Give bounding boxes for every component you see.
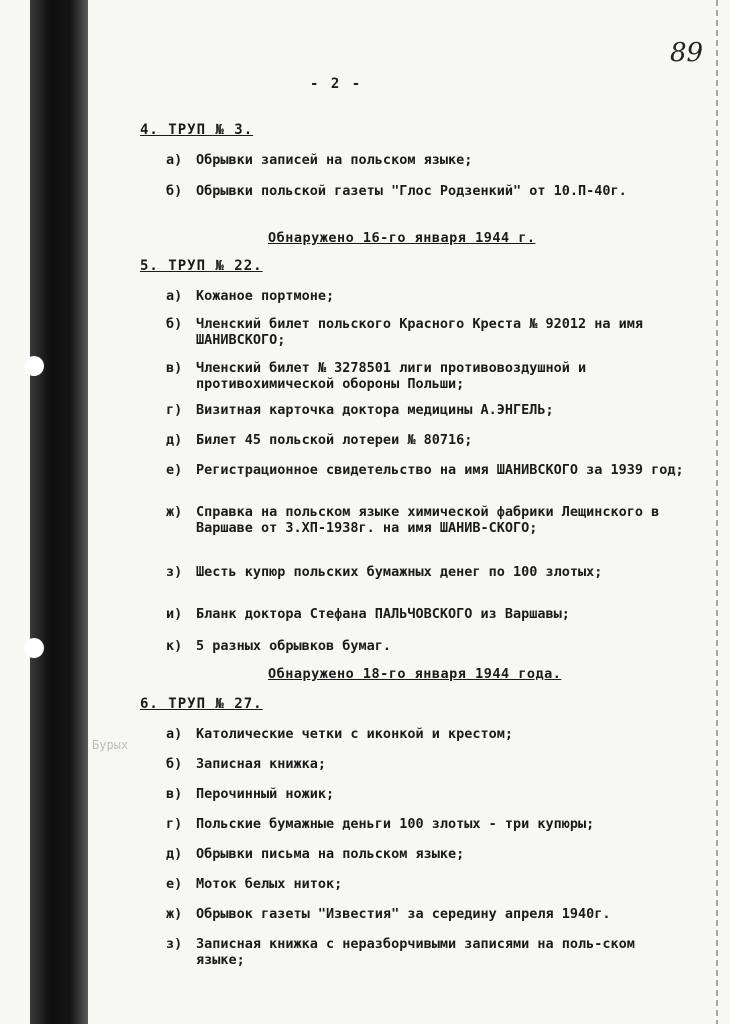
list-item [166,606,686,622]
item-letter: е) [166,462,183,478]
item-letter: д) [166,432,183,448]
list-item [166,876,686,892]
scan-edge [716,0,718,1024]
item-text: Шесть купюр польских бумажных денег по 100 злотых; [196,564,603,580]
found-note: Обнаружено 16-го января 1944 г. [268,230,536,246]
item-text: Записная книжка; [196,756,327,772]
faint-marks: Бурых [92,738,129,752]
section-heading: 4. ТРУП № 3. [140,122,254,138]
list-item [166,906,686,922]
item-text: 5 разных обрывков бумаг. [196,638,392,654]
item-letter: з) [166,564,183,580]
list-item [166,183,686,199]
item-letter: г) [166,816,183,832]
section-heading: 6. ТРУП № 27. [140,696,263,712]
list-item [166,504,686,536]
item-letter: а) [166,152,183,168]
item-letter: ж) [166,504,183,520]
item-letter: в) [166,786,183,802]
found-note: Обнаружено 18-го января 1944 года. [268,666,562,682]
item-text: Кожаное портмоне; [196,288,335,304]
item-text: Членский билет № 3278501 лиги противовоздушной и противохимической обороны Польши; [196,360,587,392]
list-item [166,756,686,772]
item-letter: а) [166,726,183,742]
item-letter: ж) [166,906,183,922]
item-letter: е) [166,876,183,892]
item-text: Обрывок газеты "Известия" за середину апреля 1940г. [196,906,611,922]
item-letter: б) [166,756,183,772]
list-item [166,564,686,580]
item-letter: а) [166,288,183,304]
list-item [166,846,686,862]
item-text: Справка на польском языке химической фабрики Лещинского в Варшаве от 3.ХП-1938г. на имя ШАНИВ-СКОГО; [196,504,660,536]
section-heading: 5. ТРУП № 22. [140,258,263,274]
list-item [166,432,686,448]
item-text: Записная книжка с неразборчивыми записями на поль-ском языке; [196,936,635,968]
list-item [166,152,686,168]
item-letter: г) [166,402,183,418]
list-item [166,462,686,478]
list-item [166,316,686,348]
page-number: - 2 - [310,76,363,92]
list-item [166,936,686,968]
item-text: Бланк доктора Стефана ПАЛЬЧОВСКОГО из Варшавы; [196,606,570,622]
item-text: Моток белых ниток; [196,876,343,892]
handwritten-page-mark: 89 [670,38,704,68]
list-item [166,402,686,418]
item-letter: д) [166,846,183,862]
item-letter: и) [166,606,183,622]
item-letter: б) [166,183,183,199]
item-text: Перочинный ножик; [196,786,335,802]
item-text: Билет 45 польской лотереи № 80716; [196,432,473,448]
item-letter: к) [166,638,183,654]
item-letter: з) [166,936,183,952]
list-item [166,816,686,832]
item-letter: в) [166,360,183,376]
list-item [166,726,686,742]
list-item [166,288,686,304]
item-text: Обрывки польской газеты "Глос Родзенкий" от 10.П-40г. [196,183,627,199]
punch-hole [24,356,44,376]
item-text: Католические четки с иконкой и крестом; [196,726,513,742]
scan-binding-shadow [30,0,88,1024]
item-text: Визитная карточка доктора медицины А.ЭНГЕЛЬ; [196,402,554,418]
item-letter: б) [166,316,183,332]
list-item [166,786,686,802]
list-item [166,638,686,654]
item-text: Членский билет польского Красного Креста № 92012 на имя ШАНИВСКОГО; [196,316,644,348]
item-text: Обрывки письма на польском языке; [196,846,465,862]
punch-hole [24,638,44,658]
item-text: Польские бумажные деньги 100 злотых - три купюры; [196,816,595,832]
list-item [166,360,686,392]
item-text: Обрывки записей на польском языке; [196,152,473,168]
item-text: Регистрационное свидетельство на имя ШАНИВСКОГО за 1939 год; [196,462,684,478]
